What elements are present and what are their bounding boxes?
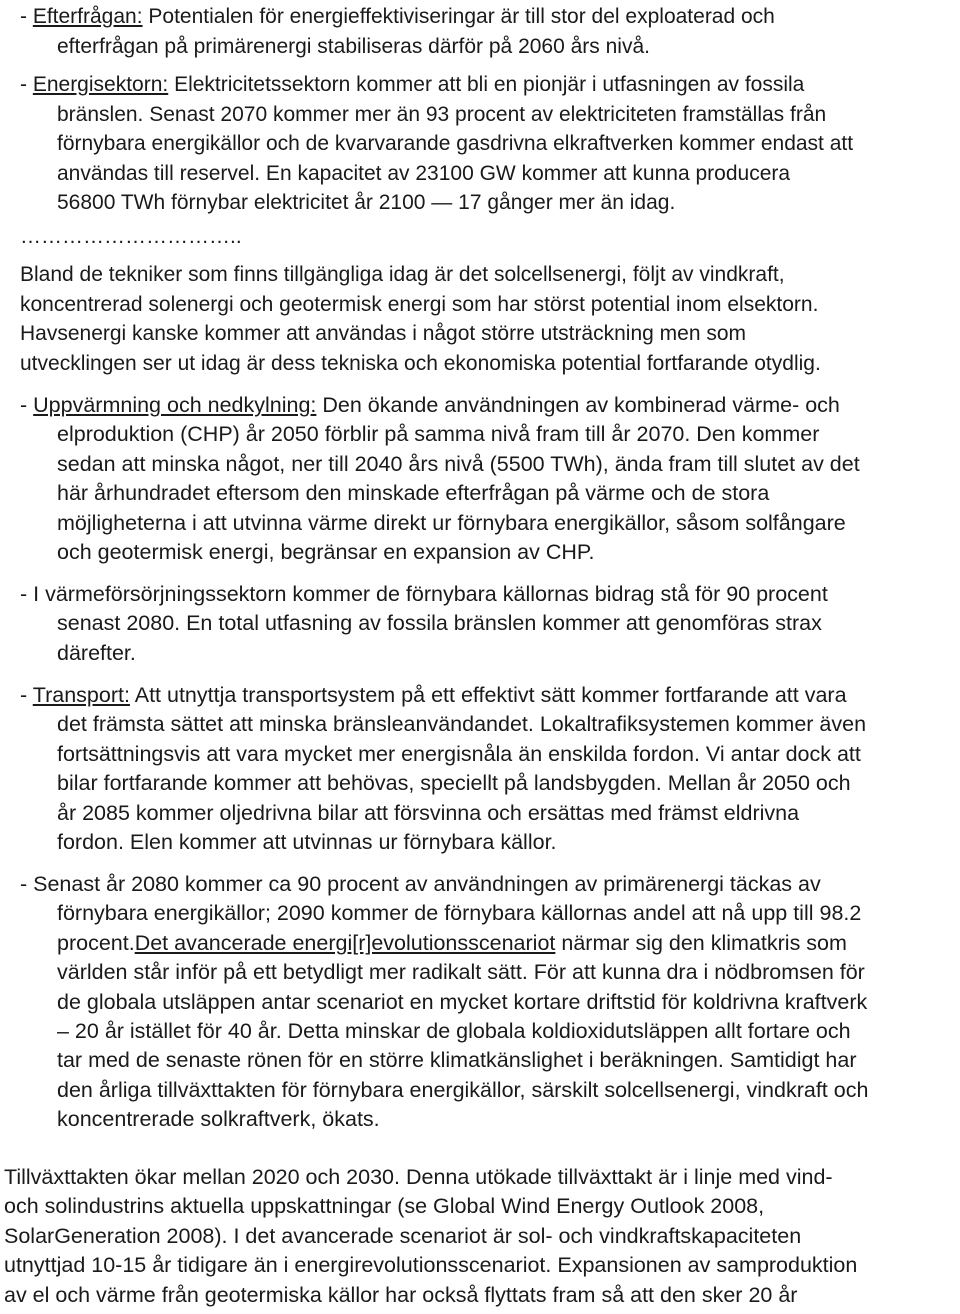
text-segment: elproduktion (CHP) år 2050 förblir på samma nivå fram till år 2070. Den kommer — [57, 422, 820, 447]
paragraph-transport — [20, 681, 866, 857]
text-segment: senast 2080. En total utfasning av fossila bränslen kommer att genomföras strax — [57, 611, 822, 636]
text-segment: bränslen. Senast 2070 kommer mer än 93 procent av elektriciteten framställas från — [57, 102, 827, 126]
text-line — [20, 1017, 868, 1046]
text-segment: - — [20, 73, 33, 96]
text-segment: av el och värme från geotermiska källor har också flyttats fram så att den sker 20 år — [4, 1282, 798, 1307]
text-segment: det främsta sättet att minska bränsleanvändandet. Lokaltrafiksystemen kommer även — [57, 712, 867, 737]
text-line — [20, 129, 853, 159]
text-line — [20, 870, 868, 899]
text-segment: - — [20, 683, 33, 707]
text-segment: - — [20, 393, 34, 417]
text-segment: utvecklingen ser ut idag är dess tekniska och ekonomiska potential fortfarande otydlig. — [20, 351, 821, 375]
text-segment: Bland de tekniker som finns tillgängliga idag är det solcellsenergi, följt av vindkraft, — [20, 263, 785, 286]
text-line — [20, 319, 821, 349]
text-segment: koncentrerade solkraftverk, ökats. — [57, 1107, 380, 1132]
text-line — [20, 290, 821, 320]
text-segment: utnyttjad 10-15 år tidigare än i energirevolutionsscenariot. Expansionen av samproduktion — [4, 1253, 858, 1278]
paragraph-energisektorn — [20, 70, 853, 218]
text-line — [20, 1076, 868, 1105]
text-segment: – 20 år istället för 40 år. Detta minskar de globala koldioxidutsläppen allt fortare och — [57, 1019, 851, 1044]
text-line — [20, 450, 860, 479]
paragraph-tillvaxttakten — [4, 1163, 857, 1310]
text-segment: efterfrågan på primärenergi stabiliseras därför på 2060 års nivå. — [57, 34, 650, 58]
section-heading: Transport: — [32, 683, 130, 707]
text-line — [20, 769, 866, 798]
text-segment: förnybara energikällor och de kvarvarande gasdrivna elkraftverken kommer endast att — [57, 132, 854, 155]
paragraph-varmeforsorjning — [20, 580, 828, 668]
paragraph-primarenergi — [20, 870, 868, 1135]
text-line — [20, 740, 866, 769]
text-segment: Potentialen för energieffektiviseringar är till stor del exploaterad och — [142, 5, 775, 28]
text-segment: Elektricitetssektorn kommer att bli en pionjär i utfasningen av fossila — [168, 73, 805, 96]
text-line — [20, 32, 775, 62]
text-line — [4, 1192, 857, 1221]
section-heading: Energisektorn: — [32, 73, 169, 96]
text-line — [20, 710, 866, 739]
text-line — [20, 100, 853, 130]
text-segment: - I värmeförsörjningssektorn kommer de förnybara källornas bidrag stå för 90 procent — [20, 582, 828, 606]
text-segment: 56800 TWh förnybar elektricitet år 2100 — 17 gånger mer än idag. — [57, 191, 676, 214]
text-segment: därefter. — [57, 640, 136, 665]
text-line — [20, 70, 853, 100]
text-segment: möjligheterna i att utvinna värme direkt ur förnybara energikällor, såsom solfångare — [57, 510, 846, 535]
text-segment: användas till reservel. En kapacitet av 23100 GW kommer att kunna producera — [57, 161, 791, 185]
text-segment: tar med de senaste rönen för en större klimatkänslighet i beräkningen. Samtidigt har — [57, 1048, 857, 1073]
text-line — [20, 899, 868, 928]
text-line — [20, 420, 860, 449]
ellipsis-divider — [20, 222, 242, 252]
text-segment: och geotermisk energi, begränsar en expansion av CHP. — [57, 540, 595, 565]
text-segment: Havsenergi kanske kommer att användas i något större utsträckning men som — [20, 322, 747, 345]
text-segment: förnybara energikällor; 2090 kommer de förnybara källornas andel att nå upp till 98.2 — [57, 901, 862, 926]
paragraph-efterfragan — [20, 2, 775, 61]
text-segment: - — [20, 5, 33, 28]
text-segment: världen står inför på ett betydligt mer radikalt sätt. För att kunna dra i nödbromsen för — [57, 960, 865, 985]
text-segment: här århundradet eftersom den minskade efterfrågan på värme och de stora — [57, 481, 770, 506]
text-line — [4, 1163, 857, 1192]
text-segment: år 2085 kommer oljedrivna bilar att försvinna och ersättas med främst eldrivna — [57, 800, 800, 825]
text-line — [20, 260, 821, 290]
text-line — [20, 188, 853, 218]
text-segment: SolarGeneration 2008). I det avancerade scenariot är sol- och vindkraftskapaciteten — [4, 1223, 802, 1248]
text-line — [20, 509, 860, 538]
text-line — [20, 391, 860, 420]
section-heading: Efterfrågan: — [32, 5, 143, 28]
paragraph-uppvarmning — [20, 391, 860, 567]
text-segment: Den ökande användningen av kombinerad värme- och — [316, 393, 840, 417]
text-line — [20, 222, 242, 252]
text-segment: fortsättningsvis att vara mycket mer energisnåla än enskilda fordon. Vi antar dock att — [57, 741, 861, 766]
text-segment: fordon. Elen kommer att utvinnas ur förnybara källor. — [57, 830, 557, 855]
text-line — [4, 1251, 857, 1280]
text-segment: Att utnyttja transportsystem på ett effektivt sätt kommer fortfarande att vara — [129, 683, 847, 707]
text-line — [4, 1222, 857, 1251]
text-line — [20, 580, 828, 609]
text-line — [20, 479, 860, 508]
paragraph-tekniker — [20, 260, 821, 378]
text-line — [20, 828, 866, 857]
text-line — [20, 1105, 868, 1134]
text-segment: den årliga tillväxttakten för förnybara energikällor, särskilt solcellsenergi, vindkraft och — [57, 1077, 869, 1102]
text-line — [20, 681, 866, 710]
text-line — [20, 2, 775, 32]
text-line — [20, 538, 860, 567]
text-line — [20, 1046, 868, 1075]
section-heading: Uppvärmning och nedkylning: — [33, 393, 317, 417]
text-line — [20, 349, 821, 379]
text-segment: de globala utsläppen antar scenariot en mycket kortare driftstid för koldrivna kraftverk — [57, 989, 868, 1014]
text-line — [20, 988, 868, 1017]
text-segment: Tillväxttakten ökar mellan 2020 och 2030. Denna utökade tillväxttakt är i linje med vind- — [4, 1165, 833, 1189]
text-line — [20, 929, 868, 958]
text-line — [20, 958, 868, 987]
text-segment: procent. — [57, 930, 135, 955]
text-segment: - Senast år 2080 kommer ca 90 procent av användningen av primärenergi täckas av — [20, 872, 821, 896]
text-segment: ………………………….. — [20, 225, 242, 248]
text-segment: närmar sig den klimatkris som — [555, 930, 847, 955]
text-line — [20, 639, 828, 668]
text-line — [20, 799, 866, 828]
text-segment: bilar fortfarande kommer att behövas, speciellt på landsbygden. Mellan år 2050 och — [57, 771, 851, 796]
section-heading: Det avancerade energi[r]evolutionsscenariot — [134, 930, 556, 955]
text-segment: sedan att minska något, ner till 2040 års nivå (5500 TWh), ända fram till slutet av det — [57, 451, 860, 476]
text-segment: koncentrerad solenergi och geotermisk energi som har störst potential inom elsektorn. — [20, 292, 819, 316]
text-segment: och solindustrins aktuella uppskattningar (se Global Wind Energy Outlook 2008, — [4, 1194, 765, 1219]
text-line — [20, 609, 828, 638]
text-line — [20, 159, 853, 189]
text-line — [4, 1281, 857, 1310]
